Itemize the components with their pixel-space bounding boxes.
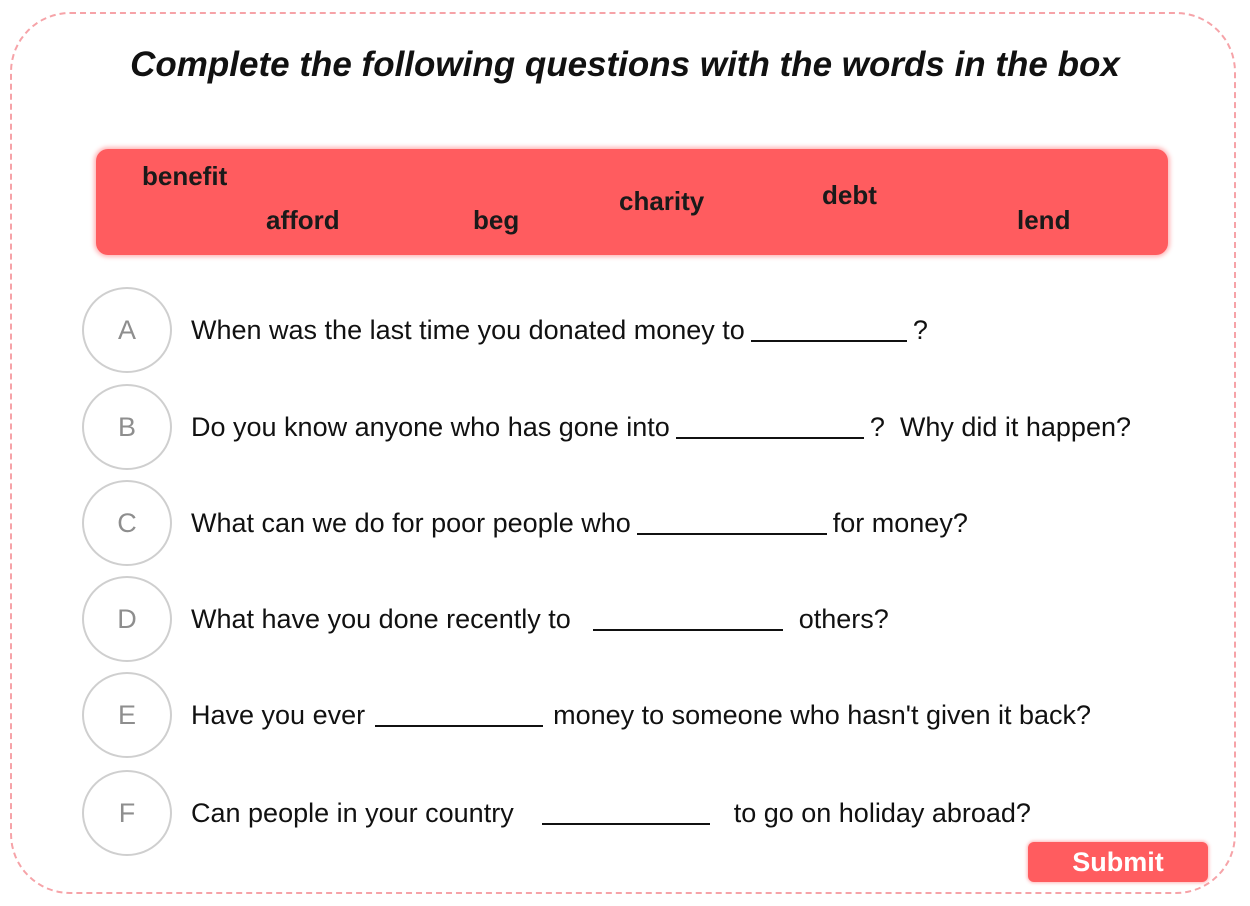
answer-blank[interactable] xyxy=(751,318,907,342)
question-letter-badge: B xyxy=(82,384,172,470)
question-text-before: What can we do for poor people who xyxy=(191,507,631,538)
question-text xyxy=(191,576,889,662)
question-text-after: money to someone who hasn't given it back? xyxy=(553,699,1092,730)
answer-blank[interactable] xyxy=(593,607,783,631)
answer-blank[interactable] xyxy=(676,415,864,439)
question-text-before: When was the last time you donated money to xyxy=(191,314,745,345)
question-text-before: Have you ever xyxy=(191,699,366,730)
question-letter-badge: A xyxy=(82,287,172,373)
question-text-before: Do you know anyone who has gone into xyxy=(191,411,670,442)
question-letter-badge: D xyxy=(82,576,172,662)
question-row xyxy=(0,480,1250,570)
question-row xyxy=(0,287,1250,377)
answer-blank[interactable] xyxy=(637,511,827,535)
question-text-before: Can people in your country xyxy=(191,797,514,828)
question-letter-badge: C xyxy=(82,480,172,566)
submit-button[interactable]: Submit xyxy=(1028,842,1208,882)
question-row xyxy=(0,576,1250,666)
page-title: Complete the following questions with the words in the box xyxy=(130,45,1120,84)
question-letter-badge: E xyxy=(82,672,172,758)
question-text-after: others? xyxy=(798,603,889,634)
question-text xyxy=(191,480,968,566)
question-text-after: ? Why did it happen? xyxy=(869,411,1131,442)
question-text xyxy=(191,672,1091,758)
question-row xyxy=(0,672,1250,762)
word-debt[interactable]: debt xyxy=(822,180,877,210)
question-text-after: ? xyxy=(912,314,928,345)
word-charity[interactable]: charity xyxy=(619,186,705,216)
word-benefit[interactable]: benefit xyxy=(142,161,228,191)
answer-blank[interactable] xyxy=(542,801,710,825)
question-text xyxy=(191,770,1031,856)
question-text xyxy=(191,287,928,373)
question-text-before: What have you done recently to xyxy=(191,603,571,634)
question-row xyxy=(0,384,1250,474)
answer-blank[interactable] xyxy=(375,703,543,727)
question-text-after: for money? xyxy=(832,507,968,538)
question-letter-badge: F xyxy=(82,770,172,856)
word-afford[interactable]: afford xyxy=(266,205,340,235)
word-box xyxy=(96,149,1168,255)
word-lend[interactable]: lend xyxy=(1017,205,1071,235)
word-beg[interactable]: beg xyxy=(473,205,520,235)
question-text xyxy=(191,384,1131,470)
question-text-after: to go on holiday abroad? xyxy=(733,797,1031,828)
